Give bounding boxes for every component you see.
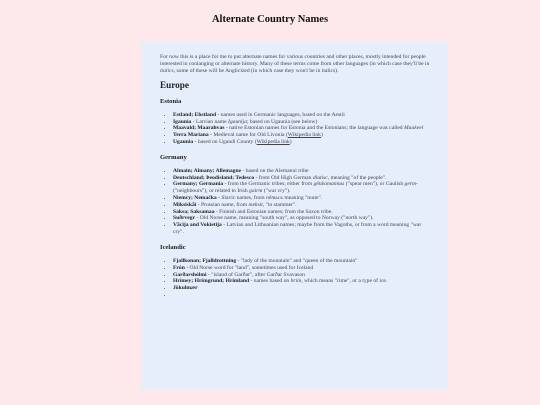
entry-desc: - from the Germanic tribes; either from — [223, 181, 314, 188]
entry-desc: - Latvian name — [191, 118, 228, 125]
intro-text: For now this is a place for me to put alternate names for various countries and other places, mostly intended for people interested in conlanging or alternate history. Many of these terms come from other languages (in which case they'll be in — [160, 54, 430, 67]
iceland-list — [160, 258, 430, 299]
entry-desc: - based on Ugandi County ( — [193, 138, 257, 145]
entry-desc: , which means "rime", or a type of ice. — [301, 278, 388, 285]
list-item — [173, 292, 430, 299]
list-item — [173, 265, 430, 272]
intro-italic: italics — [160, 67, 174, 74]
entry-italic: Igaunija — [228, 118, 247, 125]
entry-term: Estland; Ehstland — [173, 111, 217, 118]
entry-desc: - Finnish and Estonian names; from the Saxon tribe. — [214, 208, 333, 215]
intro-paragraph — [160, 54, 430, 74]
entry-term: Deutschland; Þeodisland; Tedesco — [173, 174, 255, 181]
entry-term: Garðarshólmi — [173, 271, 207, 278]
entry-term: Igaunia — [173, 118, 192, 125]
entry-desc: - Old Norse name, meaning "south way", as opposed to Norway ("north way"). — [195, 215, 374, 222]
entry-term: Fjallkonan; Fjalldrottning — [173, 257, 237, 264]
entry-desc: - names based on — [249, 278, 291, 285]
entry-term: Frón — [173, 264, 185, 271]
section-heading-germany: Germany — [160, 153, 187, 161]
entry-desc: ("neighbours"), or related to Irish — [173, 188, 250, 195]
entry-desc: ) — [289, 138, 292, 145]
list-item — [173, 222, 430, 236]
entry-italic: gairm — [249, 188, 263, 195]
entry-italic: meksit — [248, 201, 263, 208]
list-item — [173, 278, 430, 285]
section-heading-iceland: Icelandic — [160, 243, 186, 251]
entry-term: Miksiskāi — [173, 201, 197, 208]
entry-term: Saksa; Saksamaa — [173, 208, 215, 215]
entry-desc: - Medieval name for Old Livonia ( — [208, 132, 288, 139]
entry-italic: germ- — [404, 181, 418, 188]
entry-desc: - from Old High German — [254, 174, 313, 181]
entry-desc: - "lady of the mountain" and "queen of the mountain" — [236, 257, 358, 264]
entry-desc: ("spear men"), or Gaulish — [344, 181, 405, 188]
entry-term: Ugaunia — [173, 138, 194, 145]
list-item — [173, 168, 430, 175]
list-item — [173, 195, 430, 202]
estonia-list — [160, 112, 430, 146]
entry-term: Vācija and Vokietija — [173, 222, 222, 229]
entry-term: Suðrvegr — [173, 215, 196, 222]
list-item — [173, 181, 430, 195]
germany-list — [160, 168, 430, 236]
entry-italic: gētǣamannus — [313, 181, 345, 188]
entry-desc: - native Estonian names for Estonia and the Estonians; the language was called — [224, 125, 405, 132]
entry-desc: - Latvian and Lithuanian names; maybe from the Vagoths, or from a word meaning "war cry". — [173, 222, 422, 236]
entry-term: Germany; Germania — [173, 181, 224, 188]
intro-text-end: , some of these will be Anglicized (in which case they won't be in italics). — [173, 67, 339, 74]
list-item — [173, 132, 430, 139]
entry-desc: , meaning "of the people". — [327, 174, 387, 181]
entry-desc: - Old Norse word for "land", sometimes used for Iceland — [184, 264, 314, 271]
entry-desc: - "island of Garðar", after Garðar Svavason — [206, 271, 305, 278]
list-item — [173, 112, 430, 119]
entry-desc: ; based on Ugaunia (see below) — [246, 118, 318, 125]
page-title: Alternate Country Names — [211, 14, 329, 25]
content-panel — [141, 42, 448, 390]
entry-italic: hrím — [290, 278, 302, 285]
entry-desc: - Prussian name, from — [196, 201, 249, 208]
region-heading-europe: Europe — [160, 80, 189, 91]
entry-desc: ("war cry"). — [262, 188, 291, 195]
entry-desc: - based on the Alemanni tribe — [241, 167, 309, 174]
entry-term: Maavald; Maarahvas — [173, 125, 225, 132]
entry-desc: , "to stammer". — [262, 201, 297, 208]
entry-desc: - Slavic names, from — [216, 195, 267, 202]
entry-term: Jökulmær — [173, 285, 198, 292]
entry-desc: - names used in Germanic languages, based on the Aestii — [216, 111, 345, 118]
entry-italic: němьcь — [266, 195, 283, 202]
entry-italic: diutisc — [312, 174, 328, 181]
list-item — [173, 258, 430, 265]
entry-term: Almain; Almany; Allemagne — [173, 167, 242, 174]
entry-term: Niemcy; Nemačka — [173, 195, 217, 202]
list-item — [173, 202, 430, 209]
list-item — [173, 139, 430, 146]
entry-desc: meaning "mute". — [282, 195, 323, 202]
entry-term: Terra Mariana — [173, 132, 209, 139]
wikipedia-link[interactable]: Wikipedia link — [256, 138, 290, 145]
entry-desc: ) — [320, 132, 323, 139]
wikipedia-link[interactable]: Wikipedia link — [287, 132, 321, 139]
section-heading-estonia: Estonia — [160, 97, 182, 105]
entry-term: Hrímey; Hrímgrund; Hrímland — [173, 278, 250, 285]
list-item — [173, 285, 430, 292]
entry-italic: Maakeel — [404, 125, 424, 132]
